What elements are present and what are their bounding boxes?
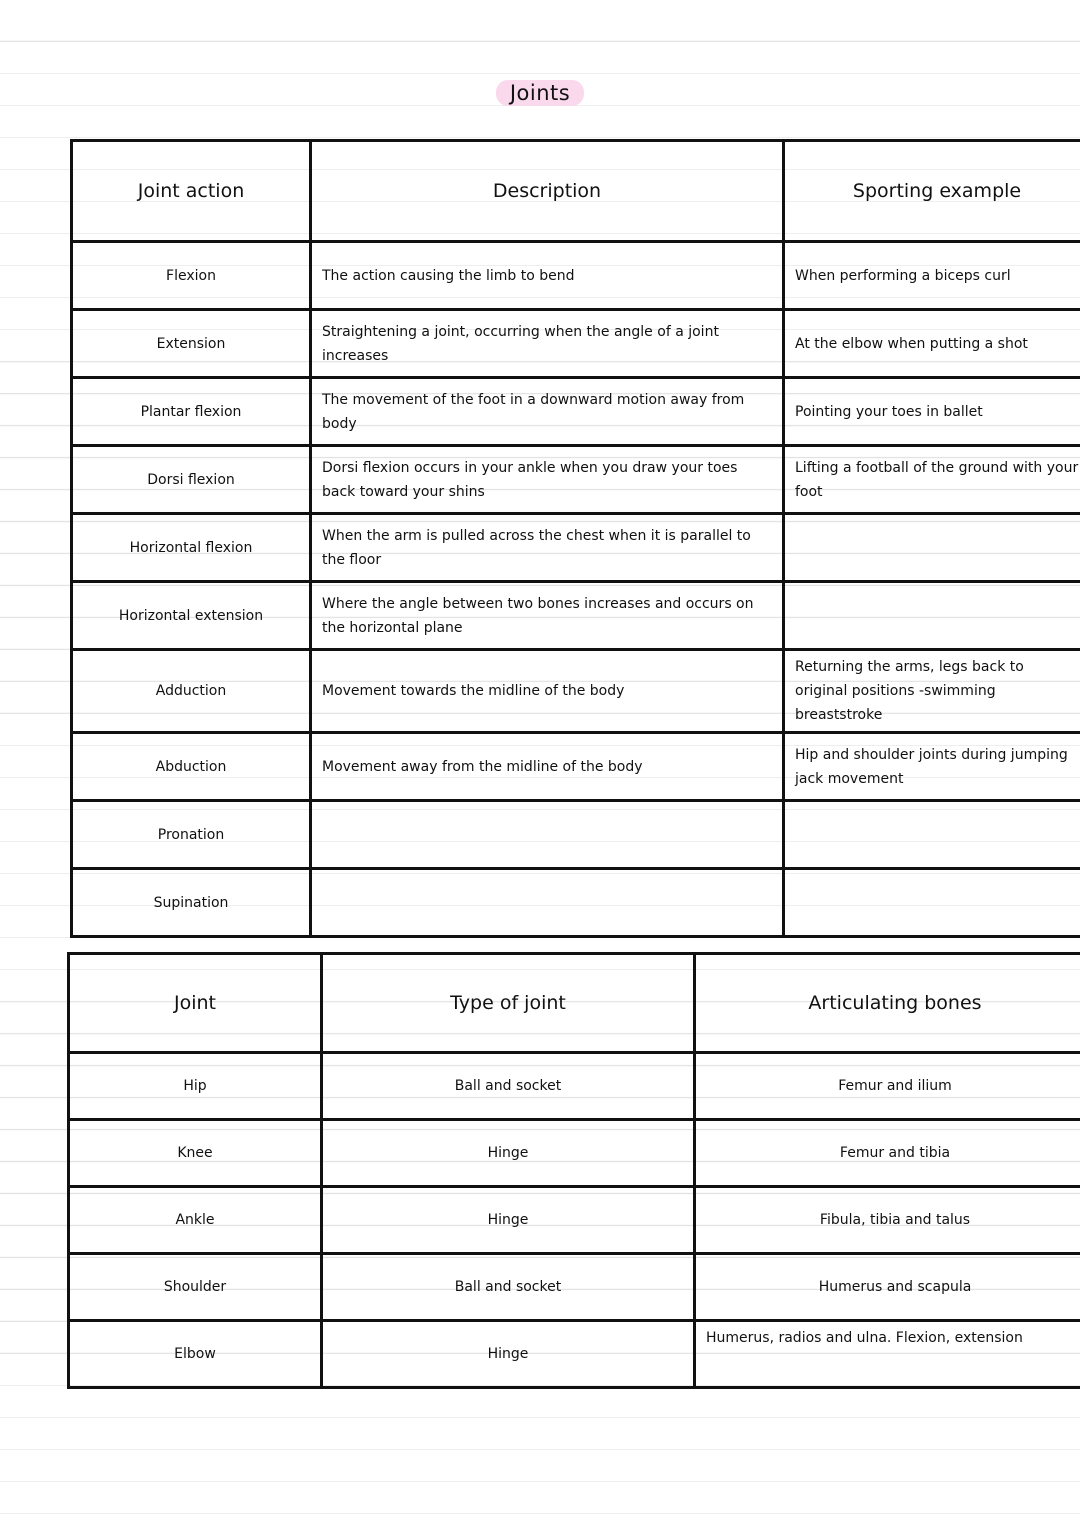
joint-action-cell: Abduction (72, 733, 311, 801)
table-row (69, 1053, 1080, 1120)
sporting-example-cell: When performing a biceps curl (784, 242, 1080, 310)
header-articulating-bones: Articulating bones (695, 954, 1080, 1053)
articulating-bones-cell: Femur and ilium (695, 1053, 1080, 1120)
table-row (72, 869, 1080, 937)
sporting-example-cell: Pointing your toes in ballet (784, 378, 1080, 446)
description-cell (311, 869, 784, 937)
joint-action-cell: Horizontal flexion (72, 514, 311, 582)
joint-action-cell: Adduction (72, 650, 311, 733)
page-title: Joints (496, 80, 584, 106)
joint-action-cell: Plantar flexion (72, 378, 311, 446)
table-header-row (69, 954, 1080, 1053)
table-row (72, 514, 1080, 582)
table-row (69, 1321, 1080, 1388)
table-row (72, 310, 1080, 378)
joint-type-cell: Ball and socket (322, 1254, 695, 1321)
header-joint: Joint (69, 954, 322, 1053)
description-cell: When the arm is pulled across the chest when it is parallel to the floor (311, 514, 784, 582)
articulating-bones-cell: Femur and tibia (695, 1120, 1080, 1187)
joint-action-cell: Extension (72, 310, 311, 378)
joint-type-cell: Hinge (322, 1120, 695, 1187)
joint-type-cell: Hinge (322, 1321, 695, 1388)
table-row (69, 1187, 1080, 1254)
description-cell (311, 801, 784, 869)
table-row (72, 446, 1080, 514)
joint-cell: Knee (69, 1120, 322, 1187)
description-cell: The action causing the limb to bend (311, 242, 784, 310)
table-row (72, 801, 1080, 869)
joint-cell: Shoulder (69, 1254, 322, 1321)
articulating-bones-cell: Humerus and scapula (695, 1254, 1080, 1321)
joint-actions-table (70, 139, 1080, 938)
header-type-of-joint: Type of joint (322, 954, 695, 1053)
table-row (72, 582, 1080, 650)
sporting-example-cell: At the elbow when putting a shot (784, 310, 1080, 378)
description-cell: Movement away from the midline of the body (311, 733, 784, 801)
joint-type-cell: Hinge (322, 1187, 695, 1254)
joint-action-cell: Flexion (72, 242, 311, 310)
sporting-example-cell: Lifting a football of the ground with your foot (784, 446, 1080, 514)
table-row (72, 378, 1080, 446)
description-cell: Where the angle between two bones increases and occurs on the horizontal plane (311, 582, 784, 650)
joint-type-cell: Ball and socket (322, 1053, 695, 1120)
sporting-example-cell (784, 869, 1080, 937)
table-row (69, 1120, 1080, 1187)
sporting-example-cell (784, 801, 1080, 869)
table-row (72, 733, 1080, 801)
joints-table (67, 952, 1080, 1389)
table-row (72, 242, 1080, 310)
sporting-example-cell (784, 514, 1080, 582)
joint-action-cell: Dorsi flexion (72, 446, 311, 514)
joint-action-cell: Horizontal extension (72, 582, 311, 650)
joint-action-cell: Supination (72, 869, 311, 937)
sporting-example-cell: Hip and shoulder joints during jumping jack movement (784, 733, 1080, 801)
joint-cell: Hip (69, 1053, 322, 1120)
table-header-row (72, 141, 1080, 242)
table-row (69, 1254, 1080, 1321)
articulating-bones-cell: Fibula, tibia and talus (695, 1187, 1080, 1254)
description-cell: The movement of the foot in a downward motion away from body (311, 378, 784, 446)
header-joint-action: Joint action (72, 141, 311, 242)
sporting-example-cell (784, 582, 1080, 650)
sporting-example-cell: Returning the arms, legs back to original positions -swimming breaststroke (784, 650, 1080, 733)
table-row (72, 650, 1080, 733)
articulating-bones-cell: Humerus, radios and ulna. Flexion, extension (695, 1321, 1080, 1388)
joint-action-cell: Pronation (72, 801, 311, 869)
header-sporting-example: Sporting example (784, 141, 1080, 242)
description-cell: Straightening a joint, occurring when the angle of a joint increases (311, 310, 784, 378)
joint-cell: Ankle (69, 1187, 322, 1254)
header-description: Description (311, 141, 784, 242)
joint-cell: Elbow (69, 1321, 322, 1388)
description-cell: Movement towards the midline of the body (311, 650, 784, 733)
description-cell: Dorsi flexion occurs in your ankle when you draw your toes back toward your shins (311, 446, 784, 514)
